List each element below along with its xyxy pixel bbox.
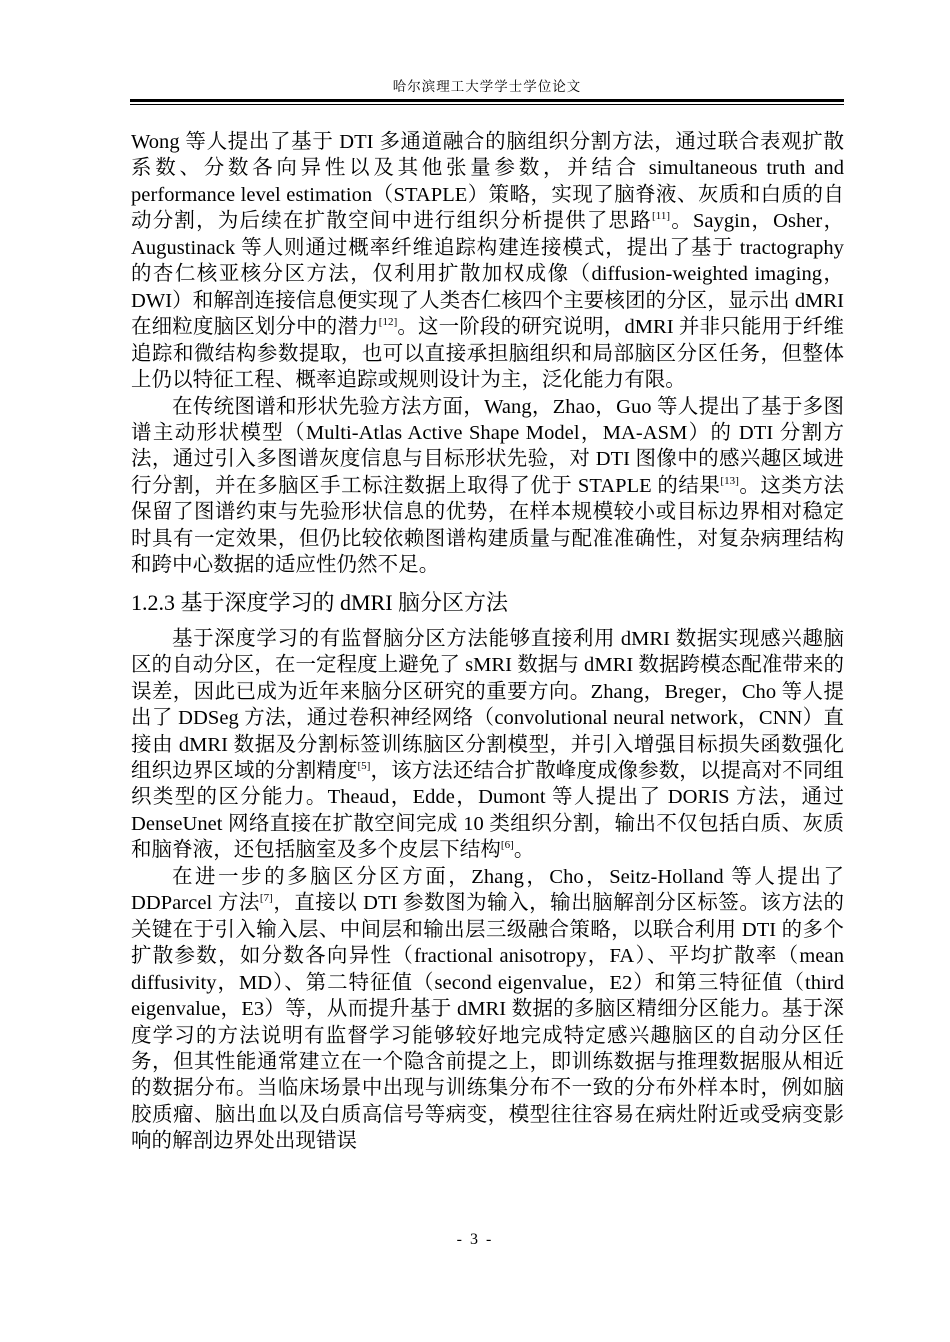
- citation: [11]: [651, 210, 671, 223]
- page-body: [131, 129, 844, 1155]
- citation: [5]: [357, 759, 371, 772]
- citation: [13]: [720, 474, 739, 487]
- page-number: - 3 -: [456, 1231, 494, 1248]
- running-header: 哈尔滨理工大学学士学位论文: [392, 79, 582, 94]
- citation: [7]: [259, 892, 273, 905]
- paragraph-deep-learning: 基于深度学习的有监督脑分区方法能够直接利用 dMRI 数据实现感兴趣脑区的自动分区，在一定程度上避免了 sMRI 数据与 dMRI 数据跨模态配准带来的误差，因此已成为近年来脑分区研究的重要方向。Zhang，Breger，Cho 等人提出了 DDSeg 方法，通过卷积神经网络（convolutional neural network，CNN）直接由 dMRI 数据及分割标签训练脑区分割模型，并引入增强目标损失函数强化组织边界区域的分割精度[5]，该方法还结合扩散峰度成像参数，以提高对不同组织类型的区分能力。Theaud，Edde，Dumont 等人提出了 DORIS 方法，通过 DenseUnet 网络直接在扩散空间完成 10 类组织分割，输出不仅包括白质、灰质和脑脊液，还包括脑室及多个皮层下结构[6]。: [131, 627, 844, 862]
- header-rule-thin: [130, 104, 844, 105]
- paragraph-multi-region: 在进一步的多脑区分区方面，Zhang，Cho，Seitz-Holland 等人提出了 DDParcel 方法[7]，直接以 DTI 参数图为输入，输出脑解剖分区标签。该方法的关键在于引入输入层、中间层和输出层三级融合策略，以联合利用 DTI 的多个扩散参数，如分数各向异性（fractional anisotropy，FA）、平均扩散率（mean diffusivity，MD）、第二特征值（second eigenvalue，E2）和第三特征值（third eigenvalue，E3）等，从而提升基于 dMRI 数据的多脑区精细分区能力。基于深度学习的方法说明有监督学习能够较好地完成特定感兴趣脑区的自动分区任务，但其性能通常建立在一个隐含前提之上，即训练数据与推理数据服从相近的数据分布。当临床场景中出现与训练集分布不一致的分布外样本时，例如脑胶质瘤、脑出血以及白质高信号等病变，模型往往容易在病灶附近或受病变影响的解剖边界处出现错误: [131, 865, 844, 1153]
- citation: [6]: [500, 839, 514, 852]
- paragraph-traditional-dmri: Wong 等人提出了基于 DTI 多通道融合的脑组织分割方法，通过联合表观扩散系数、分数各向异性以及其他张量参数，并结合 simultaneous truth and performance level estimation（STAPLE）策略，实现了脑脊液、灰质和白质的自动分割，为后续在扩散空间中进行组织分析提供了思路[11]。Saygin，Osher，Augustinack 等人则通过概率纤维追踪构建连接模式，提出了基于 tractography 的杏仁核亚核分区方法，仅利用扩散加权成像（diffusion-weighted imaging，DWI）和解剖连接信息便实现了人类杏仁核四个主要核团的分区，显示出 dMRI 在细粒度脑区划分中的潜力[12]。这一阶段的研究说明，dMRI 并非只能用于纤维追踪和微结构参数提取，也可以直接承担脑组织和局部脑区分区任务，但整体上仍以特征工程、概率追踪或规则设计为主，泛化能力有限。: [131, 131, 844, 392]
- citation: [12]: [378, 316, 398, 329]
- header-rule-thick: [130, 99, 844, 102]
- section-heading: 1.2.3 基于深度学习的 dMRI 脑分区方法: [131, 589, 509, 615]
- paragraph-atlas-shape-prior: 在传统图谱和形状先验方法方面，Wang，Zhao，Guo 等人提出了基于多图谱主动形状模型（Multi-Atlas Active Shape Model，MA-ASM）的 DTI 分割方法，通过引入多图谱灰度信息与目标形状先验，对 DTI 图像中的感兴趣区域进行分割，并在多脑区手工标注数据上取得了优于 STAPLE 的结果[13]。这类方法保留了图谱约束与先验形状信息的优势，在样本规模较小或目标边界相对稳定时具有一定效果，但仍比较依赖图谱构建质量与配准准确性，对复杂病理结构和跨中心数据的适应性仍然不足。: [131, 395, 844, 577]
